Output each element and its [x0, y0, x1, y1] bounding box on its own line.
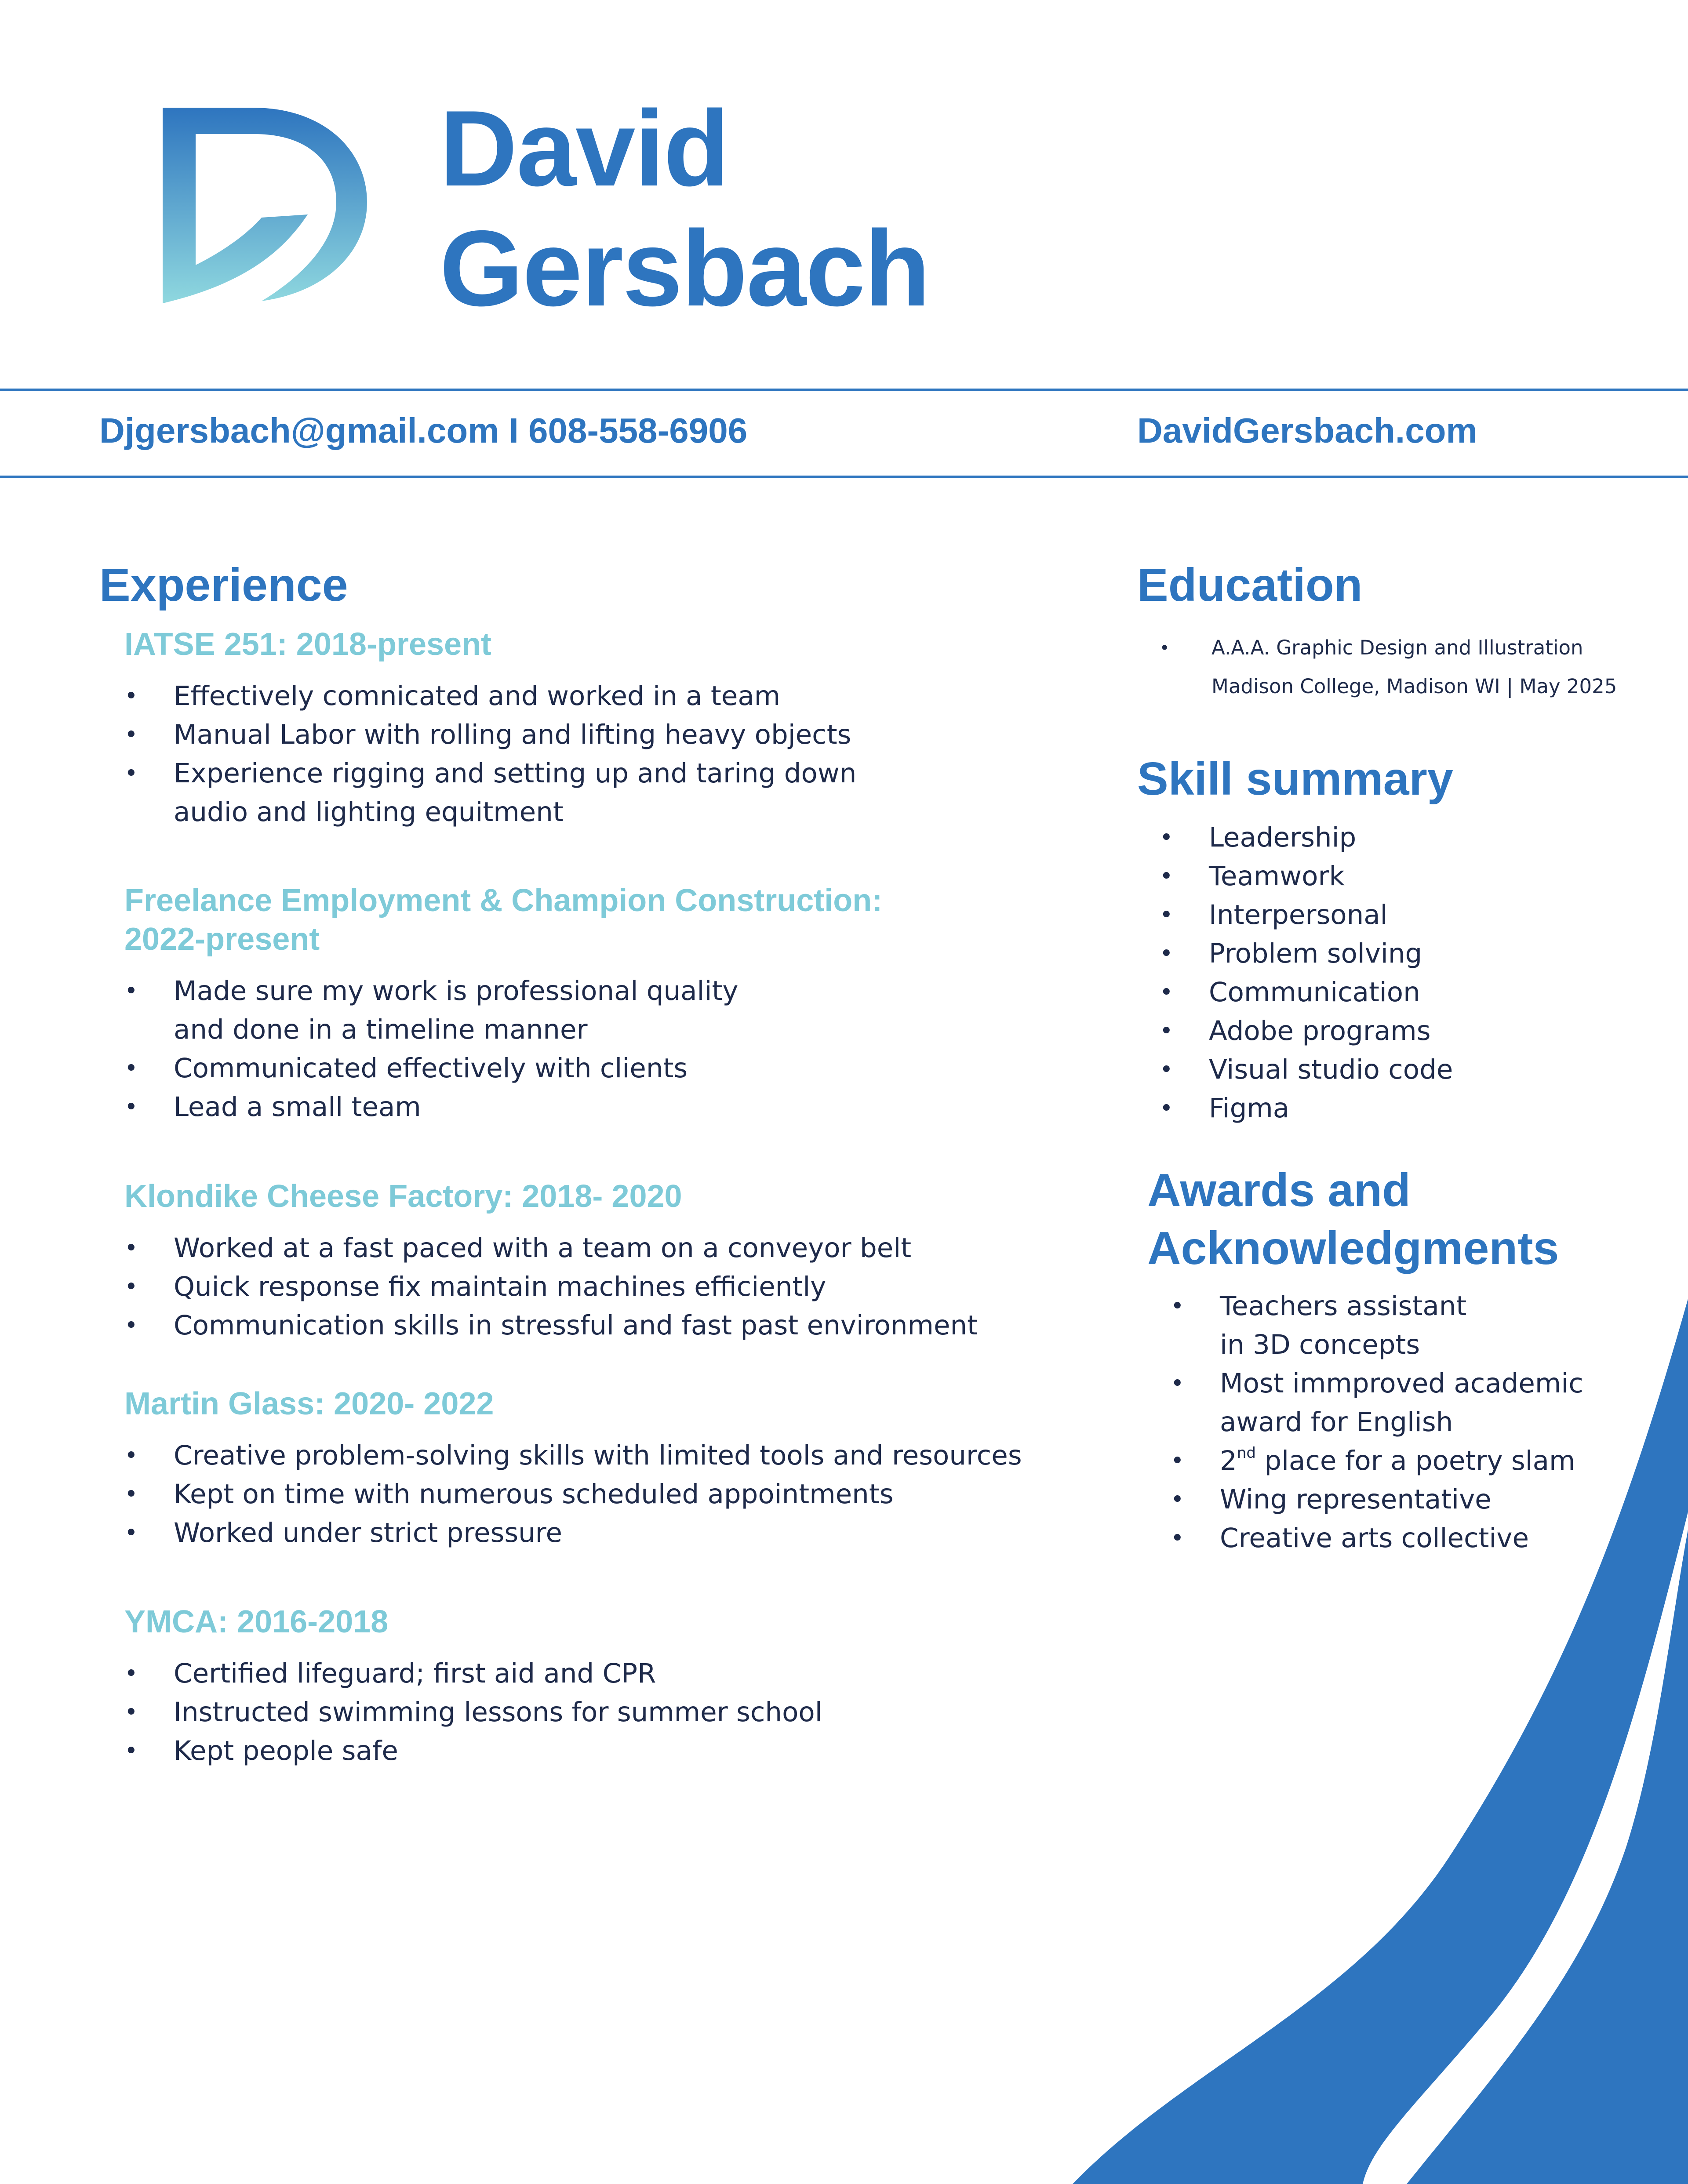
list-item: • Figma — [1160, 1089, 1453, 1128]
list-item: • Kept on time with numerous scheduled appointments — [124, 1475, 1091, 1514]
list-item: • Communicated effectively with clients — [124, 1049, 1091, 1088]
award-place-suffix: nd — [1237, 1444, 1256, 1462]
list-item: • Creative problem-solving skills with limited tools and resources — [124, 1436, 1091, 1475]
list-item: • Interpersonal — [1160, 896, 1453, 934]
award-place-text: place for a poetry slam — [1255, 1445, 1575, 1476]
list-item: • Leadership — [1160, 818, 1453, 857]
list-item: • Effectively comnicated and worked in a team — [124, 677, 1091, 716]
experience-heading: Experience — [99, 559, 348, 611]
list-item-continuation: award for English — [1220, 1406, 1453, 1438]
list-item: • Lead a small team — [124, 1088, 1091, 1127]
list-item-continuation: Madison College, Madison WI | May 2025 — [1211, 675, 1617, 698]
name-last: Gersbach — [440, 208, 930, 328]
job-title-line2: 2022-present — [124, 922, 320, 957]
list-item: • Manual Labor with rolling and lifting heavy objects — [124, 716, 1091, 754]
list-item: • Experience rigging and setting up and taring down — [124, 754, 1091, 793]
job-title: Klondike Cheese Factory: 2018- 2020 — [124, 1179, 682, 1214]
list-item: • Adobe programs — [1160, 1012, 1453, 1050]
list-item: • A.A.A. Graphic Design and Illustration — [1160, 629, 1617, 667]
contact-email-phone[interactable]: Djgersbach@gmail.com I 608-558-6906 — [99, 411, 748, 450]
list-item: • Certified lifeguard; first aid and CPR — [124, 1654, 1091, 1693]
job-title: IATSE 251: 2018-present — [124, 627, 492, 662]
list-item: • Quick response fix maintain machines efficiently — [124, 1268, 1091, 1306]
education-heading: Education — [1137, 559, 1363, 611]
list-item: • Communication skills in stressful and fast past environment — [124, 1306, 1091, 1345]
job-title: Freelance Employment & Champion Construction: — [124, 883, 883, 918]
list-item: • Most immproved academic — [1171, 1364, 1583, 1403]
list-item: • Problem solving — [1160, 934, 1453, 973]
name-first: David — [440, 88, 729, 208]
list-item: • Instructed swimming lessons for summer school — [124, 1693, 1091, 1732]
list-item-continuation: in 3D concepts — [1220, 1329, 1420, 1360]
skills-heading: Skill summary — [1137, 753, 1453, 805]
list-item: • Worked under strict pressure — [124, 1514, 1091, 1552]
list-item-continuation: audio and lighting equitment — [174, 796, 564, 828]
list-item: • Kept people safe — [124, 1732, 1091, 1770]
list-item: • Worked at a fast paced with a team on a conveyor belt — [124, 1229, 1091, 1268]
contact-website[interactable]: DavidGersbach.com — [1137, 411, 1477, 450]
list-item: • Teachers assistant — [1171, 1287, 1583, 1326]
job-title: Martin Glass: 2020- 2022 — [124, 1386, 494, 1421]
awards-heading: Awards and — [1147, 1164, 1411, 1216]
list-item: • Visual studio code — [1160, 1050, 1453, 1089]
list-item-continuation: and done in a timeline manner — [174, 1014, 588, 1045]
award-place-number: 2 — [1220, 1445, 1237, 1476]
list-item: • Teamwork — [1160, 857, 1453, 896]
job-title: YMCA: 2016-2018 — [124, 1604, 389, 1639]
list-item: • Made sure my work is professional quality — [124, 972, 1091, 1010]
list-item: • Communication — [1160, 973, 1453, 1012]
list-item: • Wing representative — [1171, 1480, 1583, 1519]
list-item: • Creative arts collective — [1171, 1519, 1583, 1558]
awards-heading-line2: Acknowledgments — [1147, 1222, 1559, 1274]
